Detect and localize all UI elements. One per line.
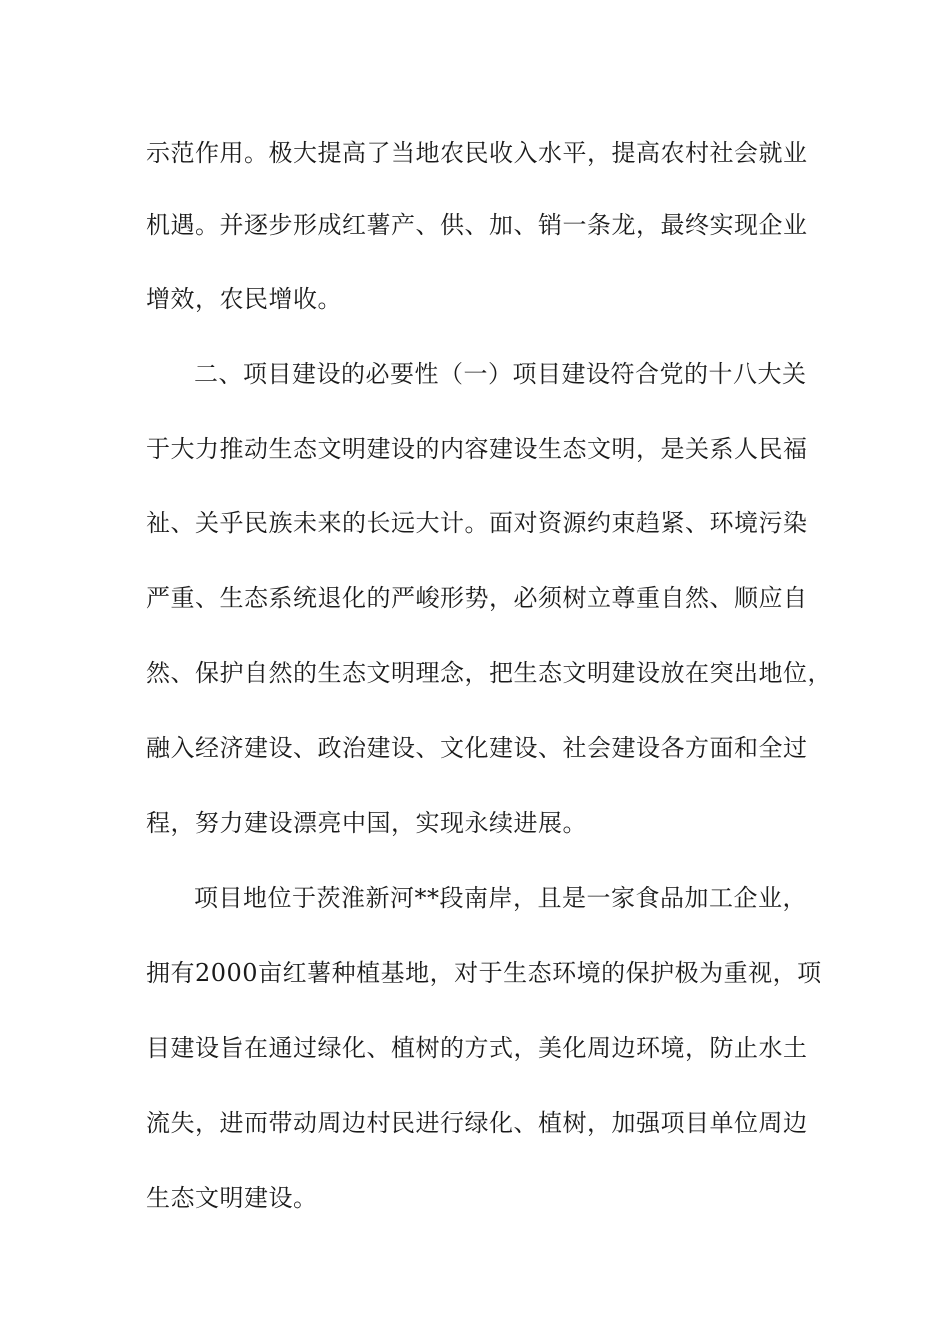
- paragraph-3-line-2: 拥有2000亩红薯种植基地，对于生态环境的保护极为重视，项: [146, 959, 822, 987]
- paragraph-2-line-2: 于大力推动生态文明建设的内容建设生态文明，是关系人民福: [146, 435, 808, 463]
- paragraph-3-line-4: 流失，进而带动周边村民进行绿化、植树，加强项目单位周边: [146, 1109, 808, 1137]
- paragraph-1-line-3: 增效，农民增收。: [146, 285, 342, 313]
- paragraph-3-line-5: 生态文明建设。: [146, 1184, 318, 1212]
- paragraph-1-line-2: 机遇。并逐步形成红薯产、供、加、销一条龙，最终实现企业: [146, 211, 808, 239]
- paragraph-2-line-3: 祉、关乎民族未来的长远大计。面对资源约束趋紧、环境污染: [146, 509, 808, 537]
- paragraph-2-line-7: 程，努力建设漂亮中国，实现永续进展。: [146, 809, 587, 837]
- paragraph-2-line-6: 融入经济建设、政治建设、文化建设、社会建设各方面和全过: [146, 734, 808, 762]
- paragraph-3-line-1: 项目地位于茨淮新河**段南岸，且是一家食品加工企业，: [194, 884, 807, 912]
- paragraph-3-line-3: 目建设旨在通过绿化、植树的方式，美化周边环境，防止水土: [146, 1034, 808, 1062]
- paragraph-2-line-1: 二、项目建设的必要性（一）项目建设符合党的十八大关: [194, 360, 807, 388]
- paragraph-2-line-4: 严重、生态系统退化的严峻形势，必须树立尊重自然、顺应自: [146, 584, 808, 612]
- paragraph-1-line-1: 示范作用。极大提高了当地农民收入水平，提高农村社会就业: [146, 139, 808, 167]
- paragraph-2-line-5: 然、保护自然的生态文明理念，把生态文明建设放在突出地位，: [146, 659, 832, 687]
